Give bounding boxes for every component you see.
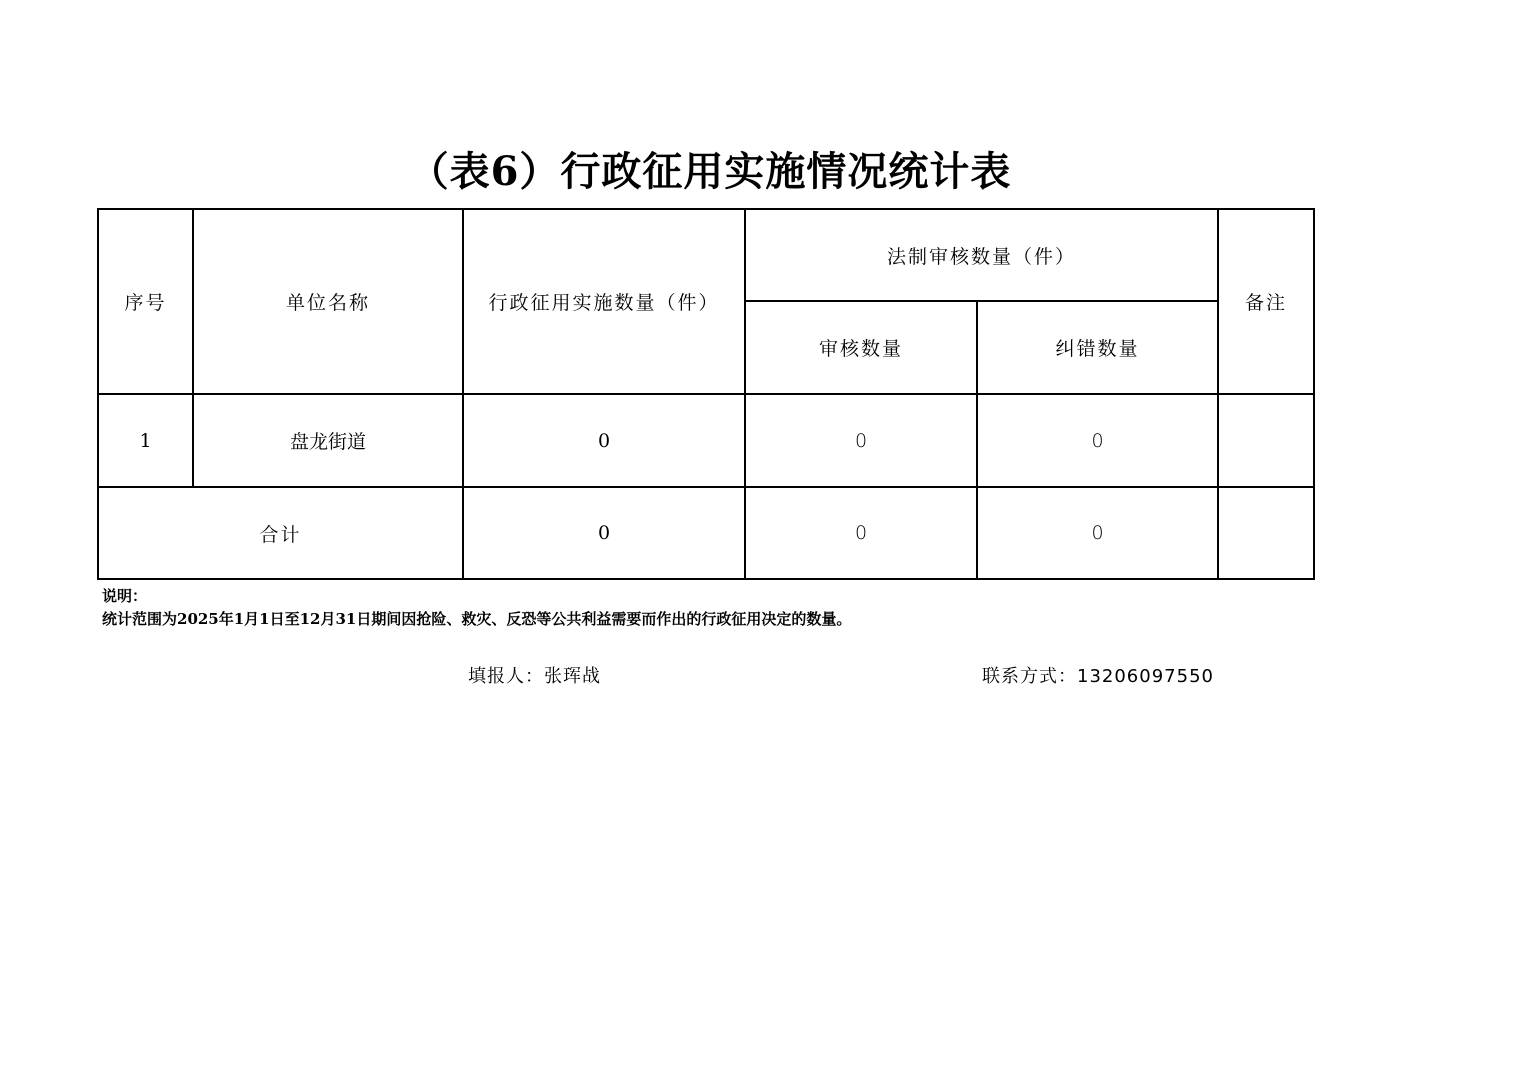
table-row	[98, 394, 1314, 487]
statistics-table	[97, 208, 1315, 580]
total-row	[98, 487, 1314, 579]
total-label: 合计	[98, 487, 463, 579]
header-unit-name: 单位名称	[193, 209, 463, 394]
row-review-count: 0	[745, 394, 977, 487]
header-correction-count: 纠错数量	[977, 301, 1218, 394]
notes-section	[102, 585, 851, 631]
contact-info: 联系方式：13206097550	[982, 666, 1214, 687]
notes-text: 统计范围为2025年1月1日至12月31日期间因抢险、救灾、反恐等公共利益需要而作出的行政征用决定的数量。	[102, 610, 852, 628]
header-seq: 序号	[98, 209, 193, 394]
total-review-count: 0	[745, 487, 977, 579]
total-remarks	[1218, 487, 1314, 579]
header-review-count: 审核数量	[745, 301, 977, 394]
total-correction-count: 0	[977, 487, 1218, 579]
total-implementation-count: 0	[463, 487, 745, 579]
filler-info: 填报人：张珲战	[468, 666, 601, 687]
header-remarks: 备注	[1218, 209, 1314, 394]
header-implementation-count: 行政征用实施数量（件）	[463, 209, 745, 394]
page-title: （表6）行政征用实施情况统计表	[408, 148, 1012, 195]
row-unit-name: 盘龙街道	[193, 394, 463, 487]
notes-heading: 说明：	[102, 587, 148, 605]
row-seq: 1	[98, 394, 193, 487]
row-correction-count: 0	[977, 394, 1218, 487]
header-legal-review: 法制审核数量（件）	[745, 209, 1218, 301]
row-implementation-count: 0	[463, 394, 745, 487]
row-remarks	[1218, 394, 1314, 487]
